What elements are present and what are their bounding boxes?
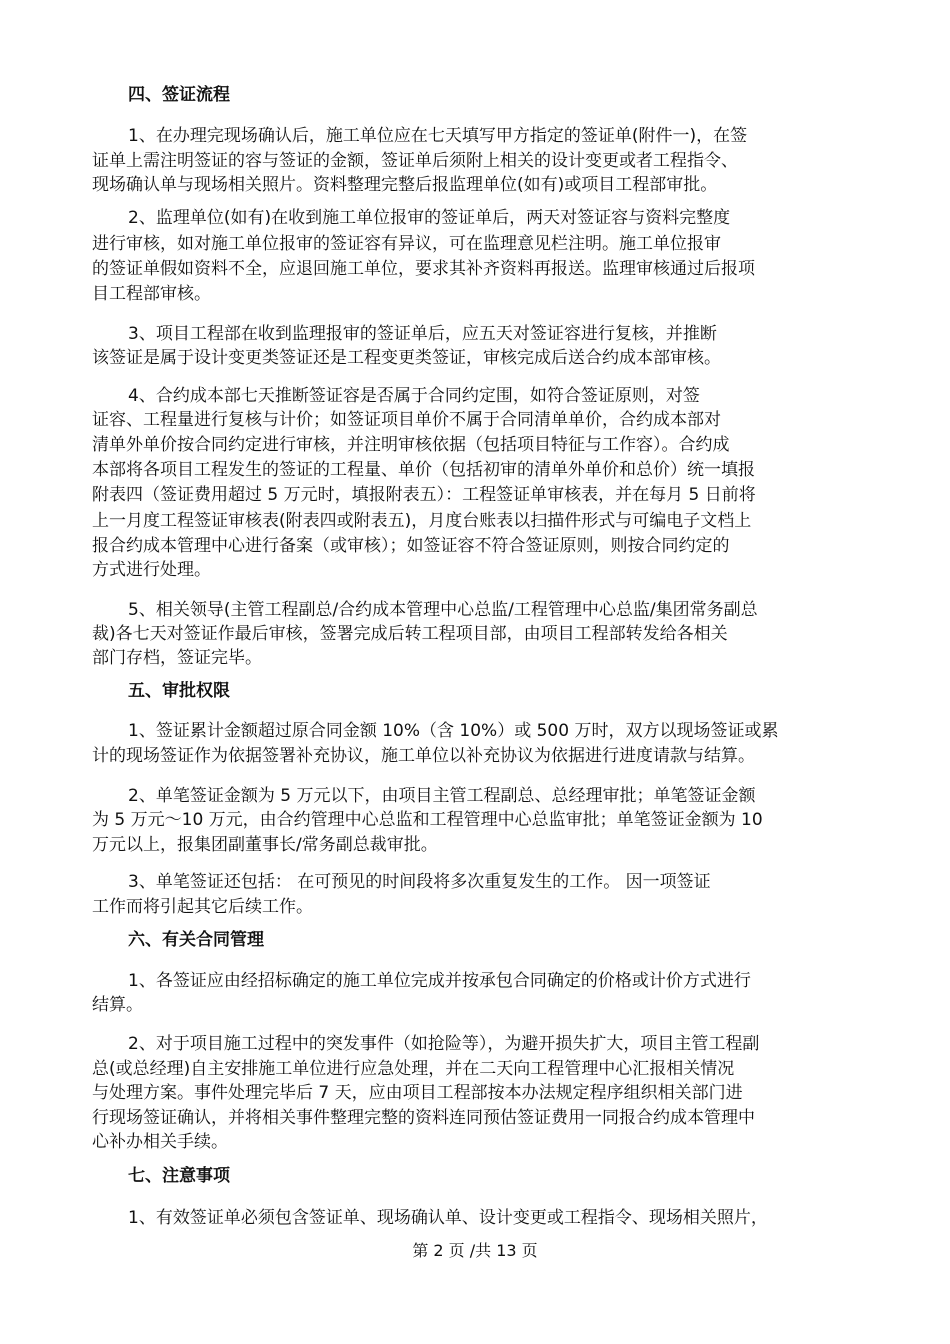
paragraph-line: 行现场签证确认，并将相关事件整理完整的资料连同预估签证费用一同报合约成本管理中 [92,1108,755,1128]
paragraph-line: 裁)各七天对签证作最后审核，签署完成后转工程项目部，由项目工程部转发给各相关 [92,624,728,644]
section-heading: 四、签证流程 [128,85,230,105]
paragraph-line: 本部将各项目工程发生的签证的工程量、单价（包括初审的清单外单价和总价）统一填报 [92,460,755,480]
paragraph-line: 与处理方案。事件处理完毕后 7 天，应由项目工程部按本办法规定程序组织相关部门进 [92,1083,743,1103]
paragraph-line: 5、相关领导(主管工程副总/合约成本管理中心总监/工程管理中心总监/集团常务副总 [128,600,758,620]
paragraph-line: 3、项目工程部在收到监理报审的签证单后，应五天对签证容进行复核，并推断 [128,324,717,344]
section-heading: 五、审批权限 [128,681,230,701]
paragraph-line: 2、监理单位(如有)在收到施工单位报审的签证单后，两天对签证容与资料完整度 [128,208,731,228]
paragraph-line: 附表四（签证费用超过 5 万元时，填报附表五）：工程签证单审核表，并在每月 5 日前将 [92,485,756,505]
paragraph-line: 2、单笔签证金额为 5 万元以下，由项目主管工程副总、总经理审批；单笔签证金额 [128,786,756,806]
paragraph-line: 清单外单价按合同约定进行审核，并注明审核依据（包括项目特征与工作容）。合约成 [92,435,730,455]
paragraph-line: 万元以上，报集团副董事长/常务副总裁审批。 [92,835,438,855]
paragraph-line: 心补办相关手续。 [92,1132,228,1152]
paragraph-line: 证单上需注明签证的容与签证的金额，签证单后须附上相关的设计变更或者工程指令、 [92,151,738,171]
paragraph-line: 现场确认单与现场相关照片。资料整理完整后报监理单位(如有)或项目工程部审批。 [92,175,718,195]
paragraph-line: 1、有效签证单必须包含签证单、现场确认单、设计变更或工程指令、现场相关照片， [128,1208,768,1228]
section-heading: 七、注意事项 [128,1166,230,1186]
paragraph-line: 3、单笔签证还包括： 在可预见的时间段将多次重复发生的工作。 因一项签证 [128,872,711,892]
section-heading: 六、有关合同管理 [128,930,264,950]
paragraph-line: 总(或总经理)自主安排施工单位进行应急处理，并在二天向工程管理中心汇报相关情况 [92,1059,735,1079]
paragraph-line: 工作而将引起其它后续工作。 [92,897,313,917]
paragraph-line: 证容、工程量进行复核与计价；如签证项目单价不属于合同清单单价，合约成本部对 [92,410,721,430]
paragraph-line: 的签证单假如资料不全，应退回施工单位，要求其补齐资料再报送。监理审核通过后报项 [92,259,755,279]
paragraph-line: 4、合约成本部七天推断签证容是否属于合同约定围，如符合签证原则，对签 [128,386,700,406]
paragraph-line: 1、各签证应由经招标确定的施工单位完成并按承包合同确定的价格或计价方式进行 [128,971,751,991]
paragraph-line: 结算。 [92,995,143,1015]
paragraph-line: 该签证是属于设计变更类签证还是工程变更类签证，审核完成后送合约成本部审核。 [92,348,721,368]
paragraph-line: 为 5 万元～10 万元，由合约管理中心总监和工程管理中心总监审批；单笔签证金额为 10 [92,810,763,830]
paragraph-line: 1、签证累计金额超过原合同金额 10%（含 10%）或 500 万时，双方以现场签证或累 [128,721,779,741]
paragraph-line: 部门存档，签证完毕。 [92,648,262,668]
paragraph-line: 目工程部审核。 [92,284,211,304]
paragraph-line: 2、对于项目施工过程中的突发事件（如抢险等），为避开损失扩大，项目主管工程副 [128,1034,760,1054]
paragraph-line: 进行审核，如对施工单位报审的签证容有异议，可在监理意见栏注明。施工单位报审 [92,234,721,254]
paragraph-line: 方式进行处理。 [92,560,211,580]
paragraph-line: 报合约成本管理中心进行备案（或审核）；如签证容不符合签证原则，则按合同约定的 [92,536,730,556]
paragraph-line: 1、在办理完现场确认后，施工单位应在七天填写甲方指定的签证单(附件一)，在签 [128,126,748,146]
paragraph-line: 上一月度工程签证审核表(附表四或附表五)，月度台账表以扫描件形式与可编电子文档上 [92,511,752,531]
paragraph-line: 计的现场签证作为依据签署补充协议，施工单位以补充协议为依据进行进度请款与结算。 [92,746,755,766]
page-number: 第 2 页 /共 13 页 [412,1241,538,1260]
